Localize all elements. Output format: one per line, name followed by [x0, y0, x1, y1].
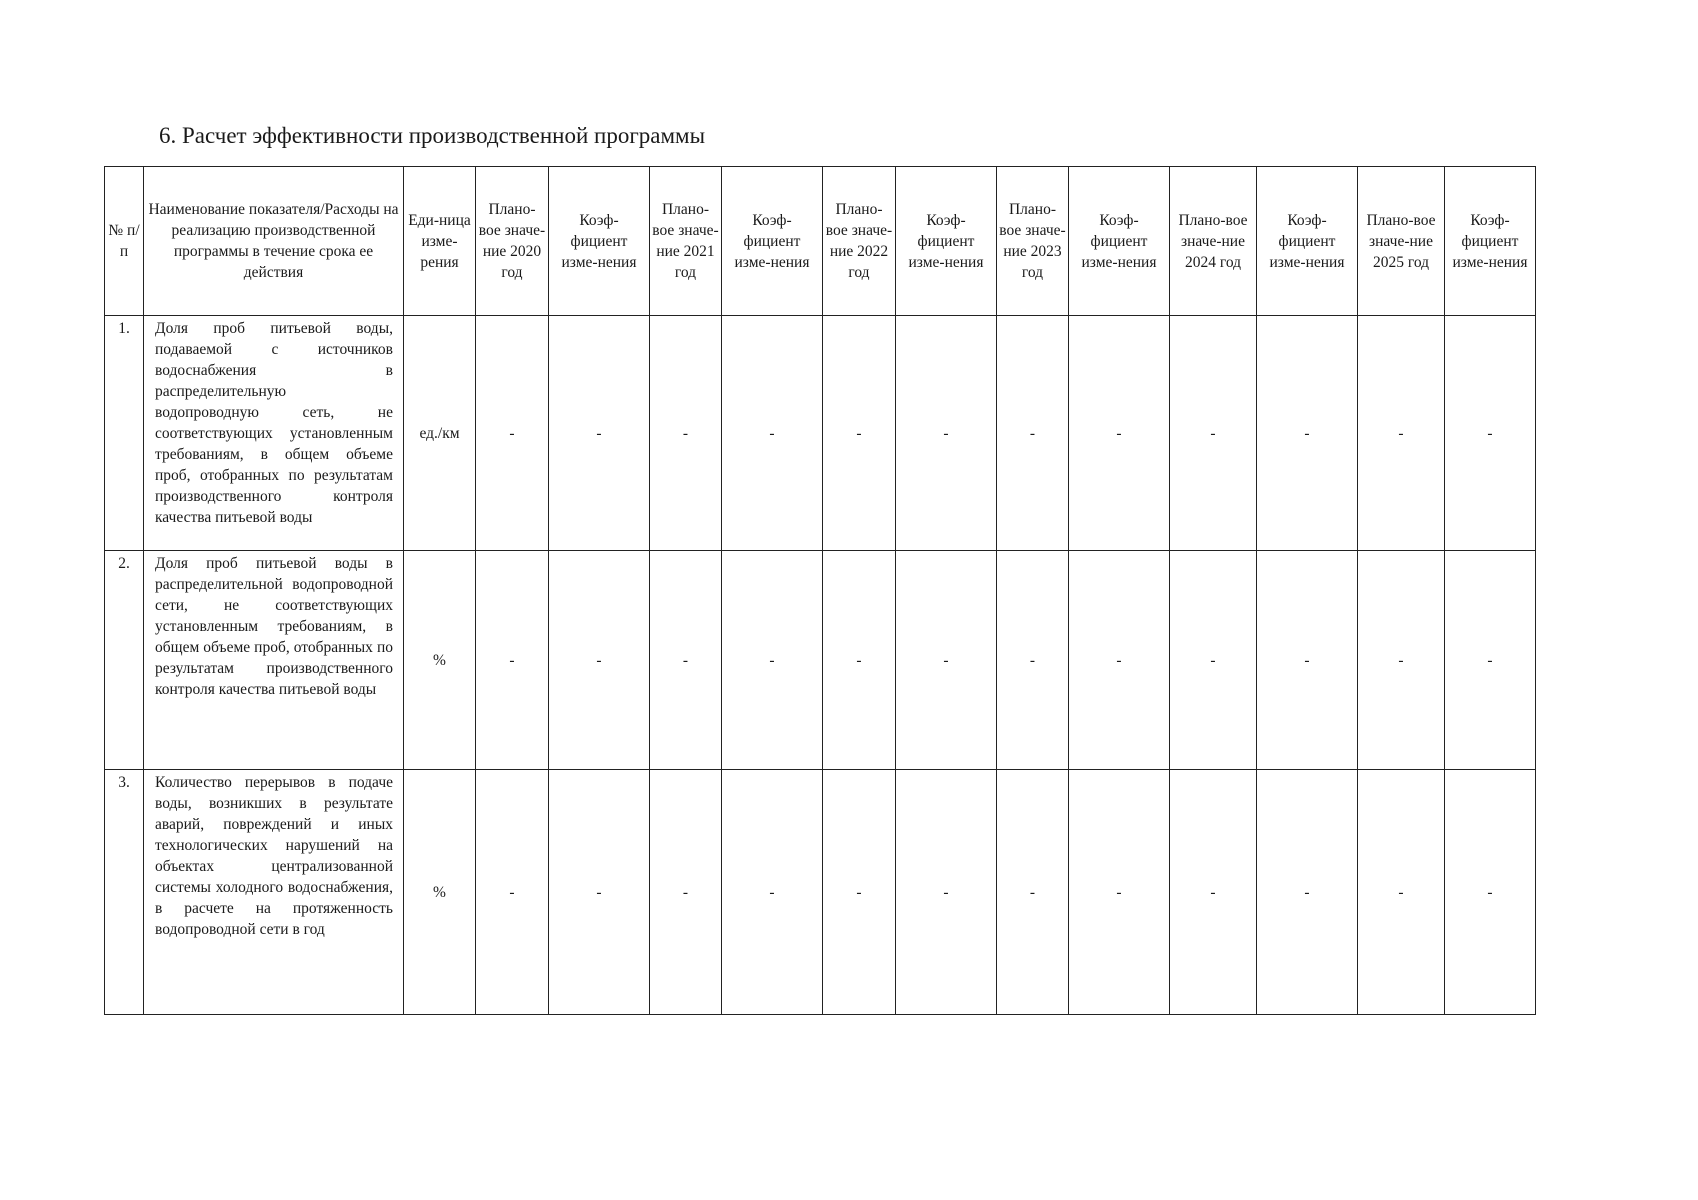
value-cell: - [1170, 316, 1257, 551]
header-unit: Еди-ница изме-рения [404, 167, 476, 316]
header-coef-2025: Коэф-фициент изме-нения [1445, 167, 1536, 316]
value-cell: - [650, 551, 722, 770]
indicator-name: Количество перерывов в подаче воды, возникших в результате аварий, повреждений и иных технологических нарушений на объектах централизованной системы холодного водоснабжения, в расчете на протяженность водопроводной сети в год [144, 770, 404, 1015]
row-number: 1. [105, 316, 144, 551]
value-cell: - [650, 770, 722, 1015]
header-coef-2020: Коэф-фициент изме-нения [549, 167, 650, 316]
value-cell: - [1069, 551, 1170, 770]
header-plan-2020: Плано-вое значе-ние 2020 год [476, 167, 549, 316]
value-cell: - [823, 551, 896, 770]
value-cell: - [1170, 551, 1257, 770]
header-coef-2022: Коэф-фициент изме-нения [896, 167, 997, 316]
value-cell: - [1358, 551, 1445, 770]
header-plan-2024: Плано-вое значе-ние 2024 год [1170, 167, 1257, 316]
value-cell: - [1257, 551, 1358, 770]
value-cell: - [1445, 316, 1536, 551]
value-cell: - [1257, 770, 1358, 1015]
header-plan-2022: Плано-вое значе-ние 2022 год [823, 167, 896, 316]
table-row [105, 551, 1536, 770]
value-cell: - [722, 316, 823, 551]
unit-cell: % [404, 551, 476, 770]
table-header-row [105, 167, 1536, 316]
row-number: 2. [105, 551, 144, 770]
header-coef-2021: Коэф-фициент изме-нения [722, 167, 823, 316]
page-title: 6. Расчет эффективности производственной программы [159, 123, 706, 148]
value-cell: - [722, 551, 823, 770]
value-cell: - [650, 316, 722, 551]
efficiency-table [104, 166, 1536, 1015]
value-cell: - [549, 770, 650, 1015]
header-plan-2025: Плано-вое значе-ние 2025 год [1358, 167, 1445, 316]
value-cell: - [476, 770, 549, 1015]
indicator-name: Доля проб питьевой воды в распределительной водопроводной сети, не соответствующих установленным требованиям, в общем объеме проб, отобранных по результатам производственного контроля качества питьевой воды [144, 551, 404, 770]
header-name: Наименование показателя/Расходы на реализацию производственной программы в течение срока ее действия [144, 167, 404, 316]
value-cell: - [823, 316, 896, 551]
value-cell: - [1358, 770, 1445, 1015]
value-cell: - [896, 316, 997, 551]
header-num: № п/п [105, 167, 144, 316]
value-cell: - [997, 316, 1069, 551]
value-cell: - [476, 551, 549, 770]
value-cell: - [1445, 551, 1536, 770]
value-cell: - [823, 770, 896, 1015]
table-row [105, 316, 1536, 551]
value-cell: - [997, 770, 1069, 1015]
value-cell: - [896, 551, 997, 770]
value-cell: - [1445, 770, 1536, 1015]
header-plan-2023: Плано-вое значе-ние 2023 год [997, 167, 1069, 316]
value-cell: - [997, 551, 1069, 770]
header-plan-2021: Плано-вое значе-ние 2021 год [650, 167, 722, 316]
value-cell: - [1170, 770, 1257, 1015]
unit-cell: % [404, 770, 476, 1015]
unit-cell: ед./км [404, 316, 476, 551]
indicator-name: Доля проб питьевой воды, подаваемой с источников водоснабжения в распределительную водопроводную сеть, не соответствующих установленным требованиям, в общем объеме проб, отобранных по результатам производственного контроля качества питьевой воды [144, 316, 404, 551]
value-cell: - [476, 316, 549, 551]
row-number: 3. [105, 770, 144, 1015]
table-row [105, 770, 1536, 1015]
value-cell: - [896, 770, 997, 1015]
value-cell: - [549, 551, 650, 770]
header-coef-2024: Коэф-фициент изме-нения [1257, 167, 1358, 316]
value-cell: - [1069, 316, 1170, 551]
value-cell: - [722, 770, 823, 1015]
value-cell: - [549, 316, 650, 551]
value-cell: - [1257, 316, 1358, 551]
value-cell: - [1358, 316, 1445, 551]
value-cell: - [1069, 770, 1170, 1015]
header-coef-2023: Коэф-фициент изме-нения [1069, 167, 1170, 316]
